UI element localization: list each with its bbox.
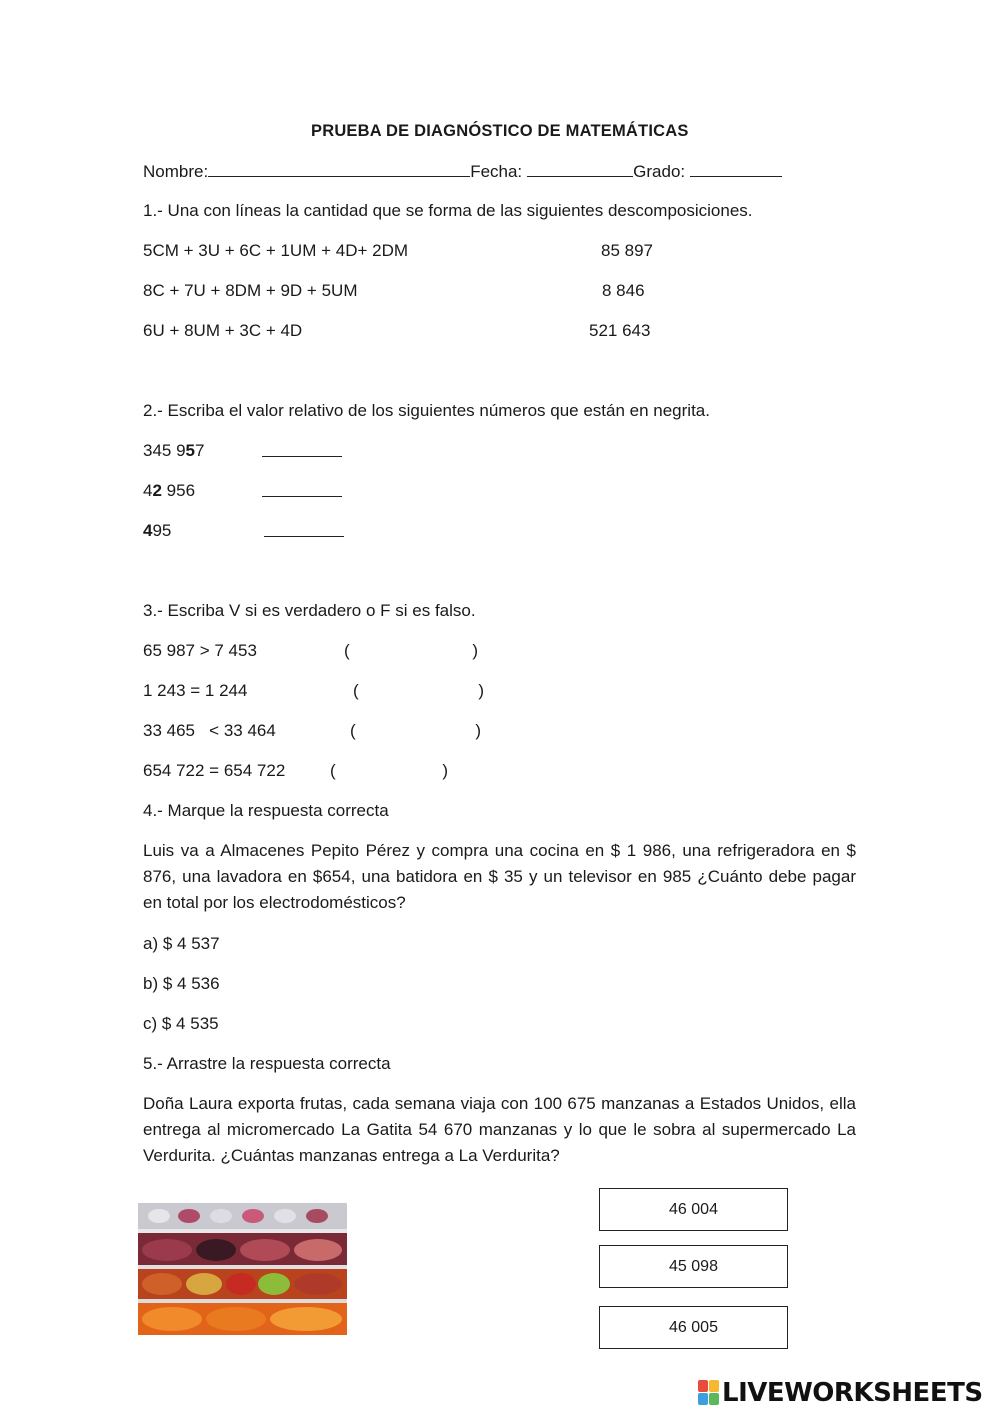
q4-option-a[interactable]: a) $ 4 537 [143, 934, 220, 953]
q2-answer-blank[interactable] [262, 441, 342, 462]
q3-answer-field[interactable]: ( ) [350, 721, 481, 740]
q5-answer-box[interactable]: 46 004 [599, 1188, 788, 1231]
q3-answer-field[interactable]: ( ) [353, 681, 484, 700]
q3-statement: 33 465 < 33 464 [143, 721, 276, 740]
q2-answer-blank[interactable] [264, 521, 344, 542]
logo-text: LIVEWORKSHEETS [722, 1378, 983, 1408]
q1-decomposition[interactable]: 6U + 8UM + 3C + 4D [143, 321, 303, 340]
q2-prompt: 2.- Escriba el valor relativo de los siguientes números que están en negrita. [143, 401, 710, 420]
q4-option-c[interactable]: c) $ 4 535 [143, 1014, 219, 1033]
header-fields [143, 161, 782, 182]
grade-blank[interactable] [690, 161, 782, 177]
q1-prompt: 1.- Una con líneas la cantidad que se forma de las siguientes descomposiciones. [143, 201, 753, 220]
q1-number[interactable]: 8 846 [602, 281, 645, 300]
date-blank[interactable] [527, 161, 633, 177]
grade-label: Grado: [633, 162, 686, 181]
q2-answer-blank[interactable] [262, 481, 342, 502]
q1-number[interactable]: 521 643 [589, 321, 651, 340]
q2-number: 42 956 [143, 481, 196, 500]
q4-prompt: 4.- Marque la respuesta correcta [143, 801, 389, 820]
q2-number: 345 957 [143, 441, 205, 460]
q5-prompt: 5.- Arrastre la respuesta correcta [143, 1054, 391, 1073]
name-label: Nombre: [143, 162, 209, 181]
q4-option-b[interactable]: b) $ 4 536 [143, 974, 220, 993]
q5-answer-box[interactable]: 45 098 [599, 1245, 788, 1288]
q5-answer-box[interactable]: 46 005 [599, 1306, 788, 1349]
name-blank[interactable] [208, 161, 470, 177]
q3-answer-field[interactable]: ( ) [330, 761, 448, 780]
liveworksheets-logo [698, 1377, 983, 1409]
q3-prompt: 3.- Escriba V si es verdadero o F si es falso. [143, 601, 476, 620]
fruit-shelf-image [138, 1203, 347, 1335]
q5-problem: Doña Laura exporta frutas, cada semana viaja con 100 675 manzanas a Estados Unidos, ella entrega al micromercado La Gatita 54 670 manzanas y lo que le sobra al supermercado La Verdurita. ¿Cuántas manzanas entrega a La Verdurita? [143, 1094, 856, 1165]
q2-number: 495 [143, 521, 172, 540]
q4-problem: Luis va a Almacenes Pepito Pérez y compra una cocina en $ 1 986, una refrigeradora en $ 876, una lavadora en $654, una batidora en $ 35 y un televisor en 985 ¿Cuánto debe pagar en total por los electrodomésticos? [143, 841, 856, 912]
q1-decomposition[interactable]: 5CM + 3U + 6C + 1UM + 4D+ 2DM [143, 241, 409, 260]
q3-statement: 1 243 = 1 244 [143, 681, 248, 700]
date-label: Fecha: [470, 162, 523, 181]
logo-blocks-icon [698, 1380, 720, 1406]
q1-number[interactable]: 85 897 [601, 241, 653, 260]
q3-answer-field[interactable]: ( ) [344, 641, 478, 660]
q1-decomposition[interactable]: 8C + 7U + 8DM + 9D + 5UM [143, 281, 358, 300]
q3-statement: 65 987 > 7 453 [143, 641, 257, 660]
q3-statement: 654 722 = 654 722 [143, 761, 286, 780]
page-title: PRUEBA DE DIAGNÓSTICO DE MATEMÁTICAS [311, 122, 689, 140]
